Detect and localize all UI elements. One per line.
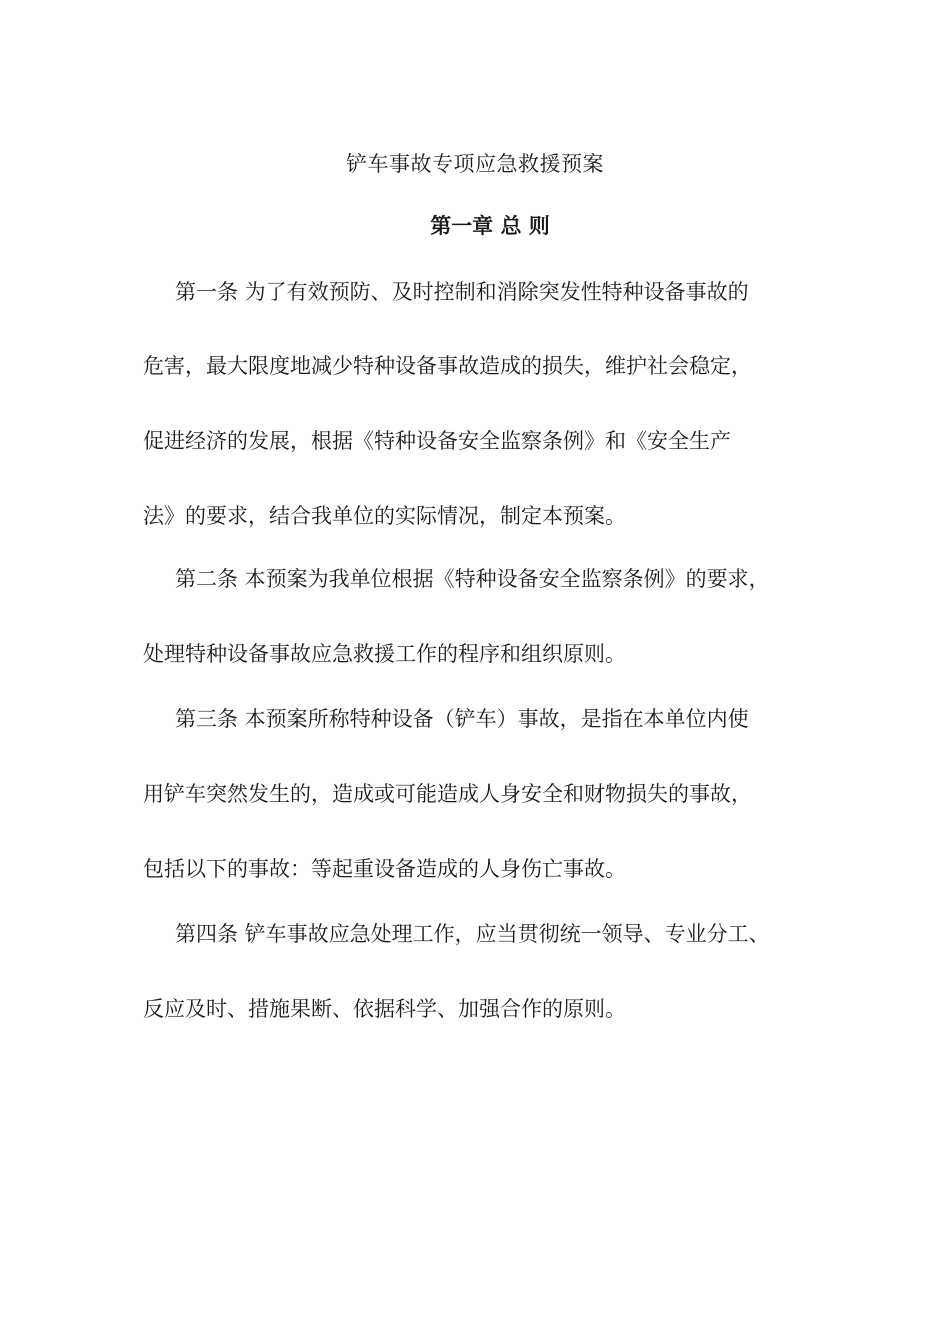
article-2-line-1: 第二条 本预案为我单位根据《特种设备安全监察条例》的要求，: [175, 567, 770, 591]
article-1-line-3: 促进经济的发展，根据《特种设备安全监察条例》和《安全生产: [143, 429, 731, 453]
article-3-line-3: 包括以下的事故：等起重设备造成的人身伤亡事故。: [143, 857, 626, 881]
document-title: 铲车事故专项应急救援预案: [346, 152, 604, 176]
article-2-line-2: 处理特种设备事故应急救援工作的程序和组织原则。: [143, 642, 626, 666]
article-4-line-1: 第四条 铲车事故应急处理工作，应当贯彻统一领导、专业分工、: [175, 922, 770, 946]
article-1-line-4: 法》的要求，结合我单位的实际情况，制定本预案。: [143, 504, 626, 528]
article-1-line-1: 第一条 为了有效预防、及时控制和消除突发性特种设备事故的: [175, 280, 749, 304]
article-3-line-1: 第三条 本预案所称特种设备（铲车）事故，是指在本单位内使: [175, 707, 749, 731]
article-3-line-2: 用铲车突然发生的，造成或可能造成人身安全和财物损失的事故，: [143, 782, 752, 806]
chapter-heading: 第一章 总 则: [430, 214, 550, 238]
article-4-line-2: 反应及时、措施果断、依据科学、加强合作的原则。: [143, 997, 626, 1021]
article-1-line-2: 危害，最大限度地减少特种设备事故造成的损失，维护社会稳定，: [143, 354, 752, 378]
